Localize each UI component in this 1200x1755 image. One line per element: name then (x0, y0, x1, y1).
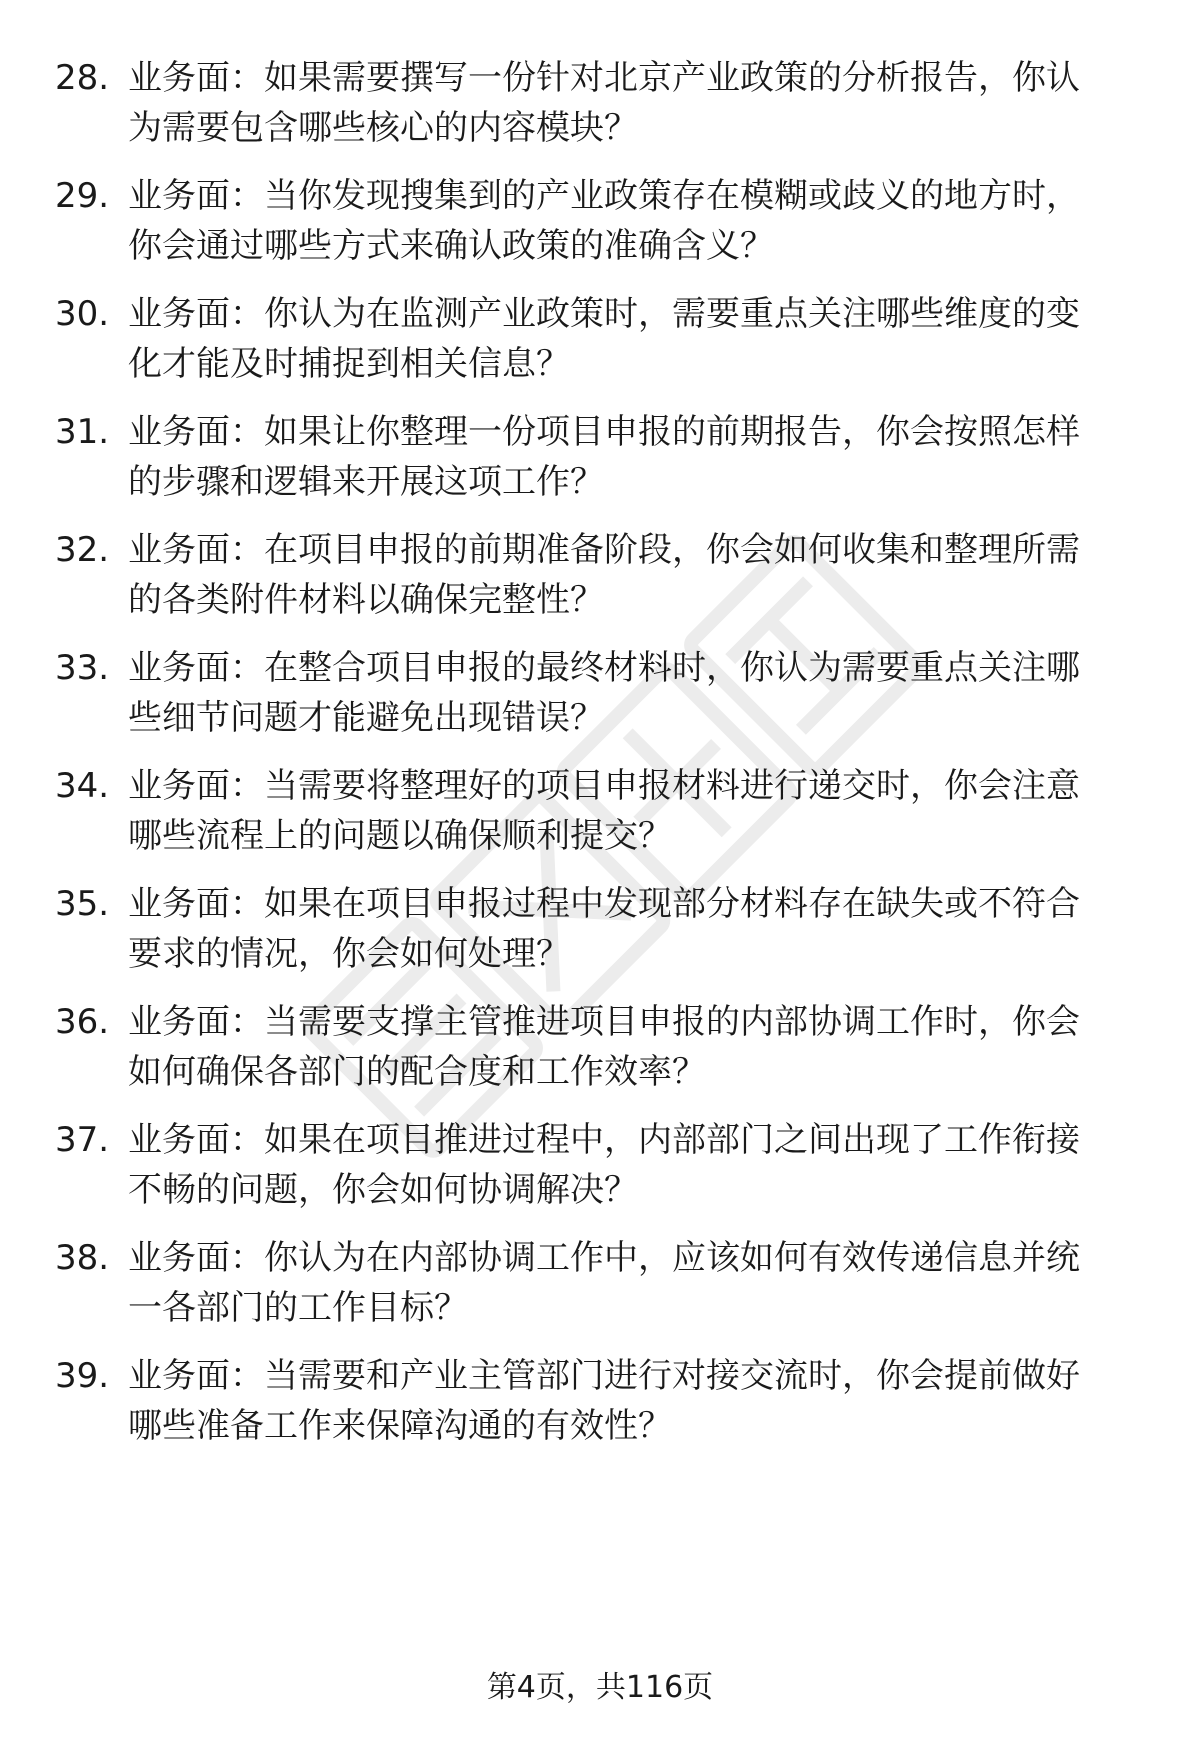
question-text (128, 761, 1148, 861)
question-line: 化才能及时捕捉到相关信息？ (128, 344, 570, 384)
question-text (128, 289, 1148, 389)
question-number: 29. (55, 176, 110, 216)
question-number: 35. (55, 884, 110, 924)
question-line: 如何确保各部门的配合度和工作效率？ (128, 1052, 706, 1092)
question-line: 业务面：当你发现搜集到的产业政策存在模糊或歧义的地方时， (128, 176, 1080, 216)
question-line: 业务面：当需要支撑主管推进项目申报的内部协调工作时，你会 (128, 1002, 1080, 1042)
question-number: 28. (55, 58, 110, 98)
page-number-label: 第4页，共116页 (486, 1670, 714, 1705)
question-line: 不畅的问题，你会如何协调解决？ (128, 1170, 638, 1210)
list-item (0, 1115, 1200, 1215)
list-item (0, 997, 1200, 1097)
question-line: 业务面：在整合项目申报的最终材料时，你认为需要重点关注哪 (128, 648, 1080, 688)
question-text (128, 525, 1148, 625)
list-item (0, 525, 1200, 625)
question-line: 的各类附件材料以确保完整性？ (128, 580, 604, 620)
question-number: 39. (55, 1356, 110, 1396)
question-line: 业务面：当需要将整理好的项目申报材料进行递交时，你会注意 (128, 766, 1080, 806)
question-line: 些细节问题才能避免出现错误？ (128, 698, 604, 738)
question-line: 业务面：如果需要撰写一份针对北京产业政策的分析报告，你认 (128, 58, 1080, 98)
question-number: 33. (55, 648, 110, 688)
list-item (0, 879, 1200, 979)
question-text (128, 879, 1148, 979)
list-item (0, 171, 1200, 271)
page-footer (0, 1668, 1200, 1708)
list-item (0, 1351, 1200, 1451)
question-text (128, 53, 1148, 153)
question-text (128, 171, 1148, 271)
question-number: 37. (55, 1120, 110, 1160)
question-text (128, 1233, 1148, 1333)
question-line: 你会通过哪些方式来确认政策的准确含义？ (128, 226, 774, 266)
list-item (0, 1233, 1200, 1333)
list-item (0, 407, 1200, 507)
question-line: 一各部门的工作目标？ (128, 1288, 468, 1328)
question-line: 业务面：如果让你整理一份项目申报的前期报告，你会按照怎样 (128, 412, 1080, 452)
question-line: 业务面：你认为在内部协调工作中，应该如何有效传递信息并统 (128, 1238, 1080, 1278)
question-number: 31. (55, 412, 110, 452)
question-number: 34. (55, 766, 110, 806)
question-line: 哪些准备工作来保障沟通的有效性？ (128, 1406, 672, 1446)
list-item (0, 761, 1200, 861)
question-line: 业务面：当需要和产业主管部门进行对接交流时，你会提前做好 (128, 1356, 1080, 1396)
question-number: 30. (55, 294, 110, 334)
question-text (128, 407, 1148, 507)
question-line: 要求的情况，你会如何处理？ (128, 934, 570, 974)
question-text (128, 1351, 1148, 1451)
question-number: 36. (55, 1002, 110, 1042)
question-text (128, 1115, 1148, 1215)
question-line: 业务面：如果在项目申报过程中发现部分材料存在缺失或不符合 (128, 884, 1080, 924)
question-text (128, 997, 1148, 1097)
question-line: 的步骤和逻辑来开展这项工作？ (128, 462, 604, 502)
question-text (128, 643, 1148, 743)
question-line: 业务面：如果在项目推进过程中，内部部门之间出现了工作衔接 (128, 1120, 1080, 1160)
question-line: 业务面：在项目申报的前期准备阶段，你会如何收集和整理所需 (128, 530, 1080, 570)
list-item (0, 643, 1200, 743)
list-item (0, 53, 1200, 153)
question-line: 为需要包含哪些核心的内容模块？ (128, 108, 638, 148)
question-number: 32. (55, 530, 110, 570)
question-line: 业务面：你认为在监测产业政策时，需要重点关注哪些维度的变 (128, 294, 1080, 334)
list-item (0, 289, 1200, 389)
question-line: 哪些流程上的问题以确保顺利提交？ (128, 816, 672, 856)
question-number: 38. (55, 1238, 110, 1278)
